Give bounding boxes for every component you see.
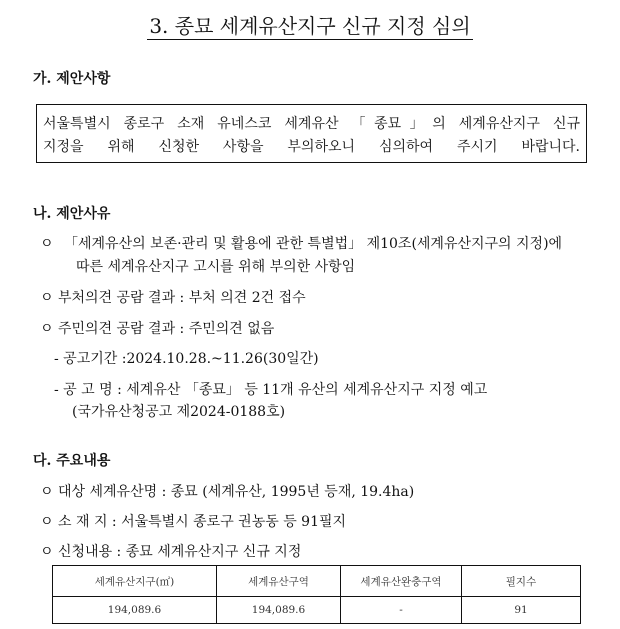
bullet-icon: ㅇ	[40, 236, 54, 252]
bullet-icon: ㅇ	[40, 514, 54, 530]
table-cell: -	[341, 597, 462, 624]
reason-item: 「세계유산의 보존·관리 및 활용에 관한 특별법」 제10조(세계유산지구의 지정)에	[64, 236, 563, 252]
table-header-cell: 세계유산완충구역	[341, 566, 462, 597]
designation-table	[52, 565, 581, 624]
proposal-line: 서울특별시 종로구 소재 유네스코 세계유산 「종묘」의 세계유산지구 신규	[43, 116, 580, 132]
section-c-heading: 다. 주요내용	[33, 453, 111, 469]
reason-item: 주민의견 공람 결과 : 주민의견 없음	[58, 321, 275, 337]
notice-name: - 공 고 명 : 세계유산 「종묘」 등 11개 유산의 세계유산지구 지정 예고	[54, 382, 488, 398]
bullet-icon: ㅇ	[40, 290, 54, 306]
notice-period: - 공고기간 :2024.10.28.~11.26(30일간)	[54, 351, 319, 367]
bullet-icon: ㅇ	[40, 321, 54, 337]
page-title	[0, 10, 620, 39]
table-header-cell: 세계유산구역	[217, 566, 341, 597]
proposal-box	[36, 104, 587, 163]
content-item: 소 재 지 : 서울특별시 종로구 권농동 등 91필지	[58, 514, 347, 530]
title-text: 3. 종묘 세계유산지구 신규 지정 심의	[149, 14, 471, 38]
table-header-cell: 세계유산지구(㎡)	[53, 566, 217, 597]
reason-item: 부처의견 공람 결과 : 부처 의견 2건 접수	[58, 290, 306, 306]
table-cell: 194,089.6	[217, 597, 341, 624]
table-cell: 91	[462, 597, 581, 624]
section-a-heading: 가. 제안사항	[33, 71, 111, 87]
reason-item-cont: 따른 세계유산지구 고시를 위해 부의한 사항임	[76, 259, 356, 275]
table-cell: 194,089.6	[53, 597, 217, 624]
notice-number: (국가유산청공고 제2024-0188호)	[72, 404, 286, 420]
table-header-cell: 필지수	[462, 566, 581, 597]
content-item: 신청내용 : 종묘 세계유산지구 신규 지정	[58, 544, 302, 560]
proposal-line: 지정을 위해 신청한 사항을 부의하오니 심의하여 주시기 바랍니다.	[43, 139, 580, 155]
bullet-icon: ㅇ	[40, 484, 54, 500]
table-row	[53, 597, 581, 624]
table-header-row	[53, 566, 581, 597]
content-item: 대상 세계유산명 : 종묘 (세계유산, 1995년 등재, 19.4ha)	[58, 484, 415, 500]
section-b-heading: 나. 제안사유	[33, 206, 111, 222]
bullet-icon: ㅇ	[40, 544, 54, 560]
